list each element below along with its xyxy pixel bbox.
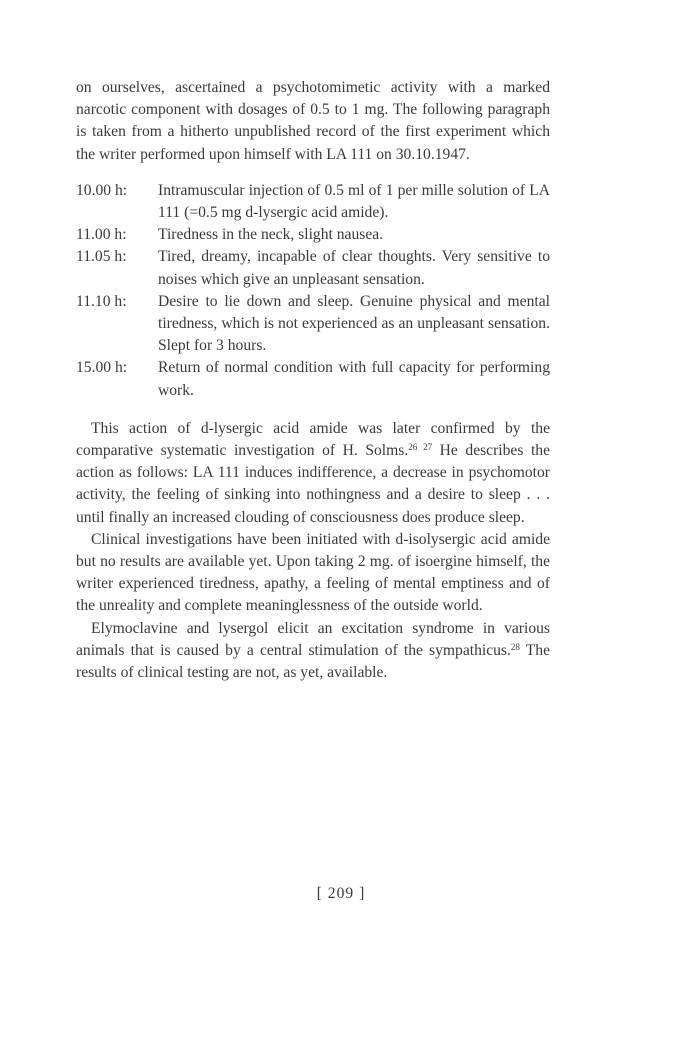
log-entry (76, 180, 550, 224)
solms-paragraph (76, 418, 550, 529)
log-entry (76, 224, 550, 246)
elymoclavine-text-before: Elymoclavine and lysergol elicit an excitation syndrome in various animals that is caused by a central stimulation of the sympathicus. (76, 619, 550, 659)
log-text: Return of normal condition with full capacity for performing work. (158, 359, 550, 399)
log-time: 11.10 h: (76, 292, 127, 310)
log-entry (76, 246, 550, 290)
experiment-log (76, 180, 550, 402)
log-time: 15.00 h: (76, 359, 128, 377)
clinical-paragraph: Clinical investigations have been initiated with d-isolysergic acid amide but no results are available yet. Upon taking 2 mg. of isoergine himself, the writer experienced tiredness, apathy, a feeling of mental emptiness and of the unreality and complete meaninglessness of the outside world. (76, 530, 550, 615)
log-text: Desire to lie down and sleep. Genuine physical and mental tiredness, which is not experienced as an unpleasant sensation. Slept for 3 hours. (158, 292, 550, 355)
solms-text-before: This action of d-lysergic acid amide was later confirmed by the comparative systematic investigation of H. Solms. (76, 419, 550, 460)
log-time: 10.00 h: (76, 181, 128, 199)
log-entry (76, 291, 550, 358)
log-text: Tiredness in the neck, slight nausea. (158, 226, 384, 244)
opening-paragraph: on ourselves, ascertained a psychotomimetic activity with a marked narcotic component with dosages of 0.5 to 1 mg. The following paragraph is taken from a hitherto unpublished record of the first experiment which the writer performed upon himself with LA 111 on 30.10.1947. (76, 79, 550, 163)
log-entry (76, 357, 550, 401)
elymoclavine-text-after: The results of clinical testing are not, as yet, available. (76, 641, 550, 682)
log-time: 11.05 h: (76, 248, 127, 266)
page-number: [ 209 ] (316, 885, 366, 902)
footnote-ref-solms: 26 27 (408, 442, 433, 453)
elymoclavine-paragraph (76, 618, 550, 685)
log-text: Tired, dreamy, incapable of clear thoughts. Very sensitive to noises which give an unpleasant sensation. (158, 248, 550, 288)
page-body (76, 77, 550, 684)
solms-text-after: He describes the action as follows: LA 111 induces indifference, a decrease in psychomotor activity, the feeling of sinking into nothingness and a desire to sleep . . . until finally an increased clouding of consciousness does produce sleep. (76, 442, 551, 526)
log-time: 11.00 h: (76, 226, 127, 244)
log-text: Intramuscular injection of 0.5 ml of 1 per mille solution of LA 111 (=0.5 mg d-lysergic acid amide). (158, 181, 550, 222)
footnote-ref-sympathicus: 28 (510, 641, 520, 652)
